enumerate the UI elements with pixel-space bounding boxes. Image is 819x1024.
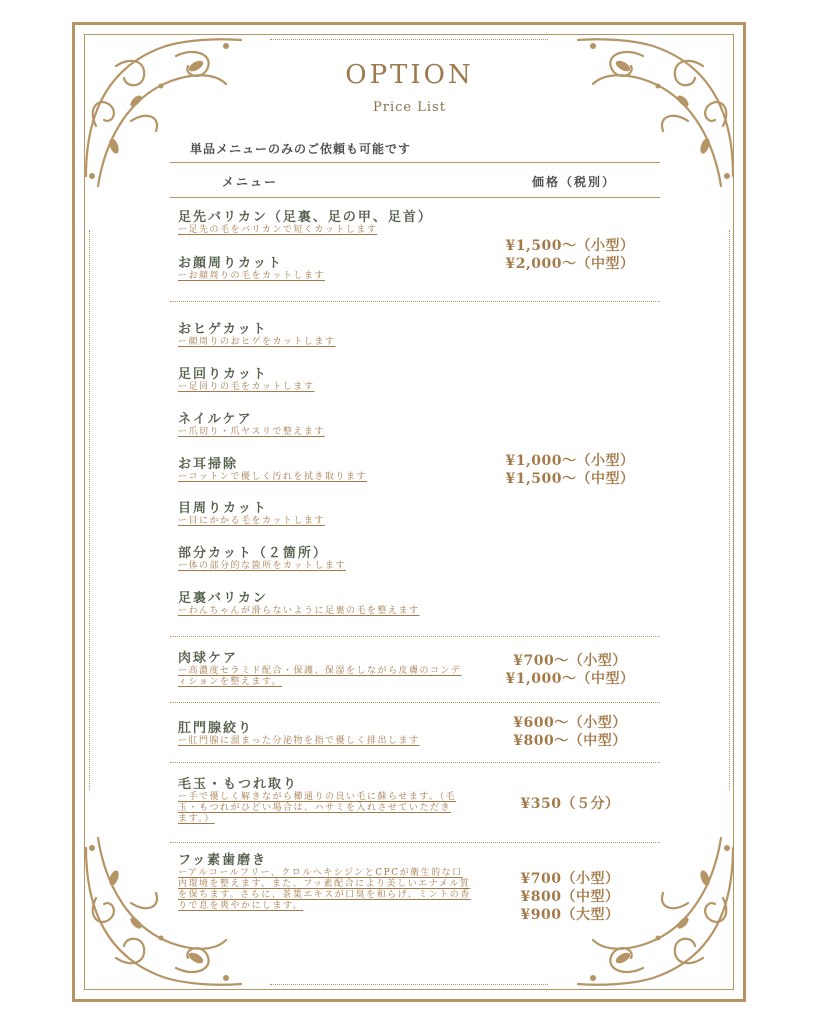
menu-item [178, 457, 367, 483]
price-column-header: 価格（税別） [532, 175, 617, 189]
single-menu-note: 単品メニューのみのご依頼も可能です [190, 142, 412, 156]
menu-item-description: ー高濃度セラミド配合・保護、保湿をしながら皮膚のコンディションを整えます。 [178, 666, 462, 687]
menu-item [178, 651, 470, 688]
menu-item [178, 412, 325, 438]
menu-item-name: 目周りカット [178, 501, 268, 516]
menu-item-description: ー肛門腺に溜まった分泌物を指で優しく排出します [178, 736, 420, 746]
price-line: ¥700（小型） [520, 871, 620, 887]
price-line: ¥350（５分） [520, 796, 620, 812]
menu-item [178, 721, 420, 747]
price-line: ¥800～（中型） [513, 733, 627, 749]
price-line: ¥2,000～（中型） [505, 256, 635, 272]
price-line: ¥1,500～（中型） [505, 471, 635, 487]
price-line: ¥1,000～（中型） [505, 671, 635, 687]
section-divider [170, 301, 660, 302]
menu-item [178, 322, 335, 348]
header-top-rule [170, 162, 660, 163]
page-subtitle: Price List [373, 100, 446, 115]
price-block [480, 652, 660, 688]
section-divider [170, 842, 660, 843]
menu-item [178, 367, 314, 393]
menu-item-name: おヒゲカット [178, 322, 268, 337]
menu-item [178, 256, 325, 282]
menu-item [178, 591, 420, 617]
section-divider [170, 636, 660, 637]
menu-item-description: ーコットンで優しく汚れを拭き取ります [178, 472, 367, 482]
price-line: ¥800（中型） [520, 889, 620, 905]
menu-item-name: 部分カット（２箇所） [178, 546, 328, 561]
menu-item-name: 肉球ケア [178, 651, 239, 666]
menu-item-description: ーお顔周りの毛をカットします [178, 271, 325, 281]
menu-item-description: ー顔周りのおヒゲをカットします [178, 337, 336, 347]
menu-item-description: ー手で優しく解きながら櫛通りの良い毛に蘇らせます。（毛玉・もつれがひどい場合は、ハサミを入れさせていただきます。） [178, 792, 457, 824]
menu-item-description: ー目にかかる毛をカットします [178, 516, 325, 526]
price-line: ¥700～（小型） [513, 653, 627, 669]
menu-item-name: 足裏バリカン [178, 591, 268, 606]
price-block [480, 237, 660, 273]
price-block [480, 452, 660, 488]
menu-item-name: 毛玉・もつれ取り [178, 777, 299, 792]
menu-item-name: 足回りカット [178, 367, 268, 382]
left-dotted-border [89, 230, 90, 790]
header-bottom-rule [170, 197, 660, 198]
menu-item-description: ー足回りの毛をカットします [178, 382, 315, 392]
top-dotted-border [270, 39, 548, 40]
menu-item [178, 546, 346, 572]
menu-item-description: ー足先の毛をバリカンで短くカットします [178, 225, 378, 235]
menu-item-description: ーアルコールフリー、クロルヘキシジンとCPCが衛生的な口内環境を整えます。また、フッ素配合により美しいエナメル質を保ちます。さらに、茶葉エキスが口臭を和らげ、ミントの香りで息を爽やかにします。 [178, 868, 471, 911]
page-title: OPTION [345, 60, 474, 90]
menu-item [178, 853, 472, 912]
menu-item [178, 501, 325, 527]
price-line: ¥600～（小型） [513, 715, 627, 731]
menu-item-description: ー体の部分的な箇所をカットします [178, 561, 346, 571]
section-divider [170, 762, 660, 763]
menu-item-description: ー爪切り・爪ヤスリで整えます [178, 427, 325, 437]
menu-item-name: 足先バリカン（足裏、足の甲、足首） [178, 210, 433, 225]
menu-item-name: お耳掃除 [178, 457, 239, 472]
menu-item [178, 210, 433, 236]
menu-column-header: メニュー [222, 175, 279, 189]
price-line: ¥1,000～（小型） [505, 453, 635, 469]
menu-item-name: お顔周りカット [178, 256, 283, 271]
menu-item-name: 肛門腺絞り [178, 721, 254, 736]
right-dotted-border [729, 230, 730, 790]
price-block [480, 714, 660, 750]
price-block [480, 870, 660, 924]
menu-item-name: フッ素歯磨き [178, 853, 268, 868]
price-line: ¥900（大型） [520, 907, 620, 923]
menu-item [178, 777, 460, 825]
price-line: ¥1,500～（小型） [505, 238, 635, 254]
menu-item-name: ネイルケア [178, 412, 253, 427]
menu-item-description: ーわんちゃんが滑らないように足裏の毛を整えます [178, 606, 420, 616]
bottom-dotted-border [270, 984, 548, 985]
price-block [480, 795, 660, 813]
section-divider [170, 702, 660, 703]
